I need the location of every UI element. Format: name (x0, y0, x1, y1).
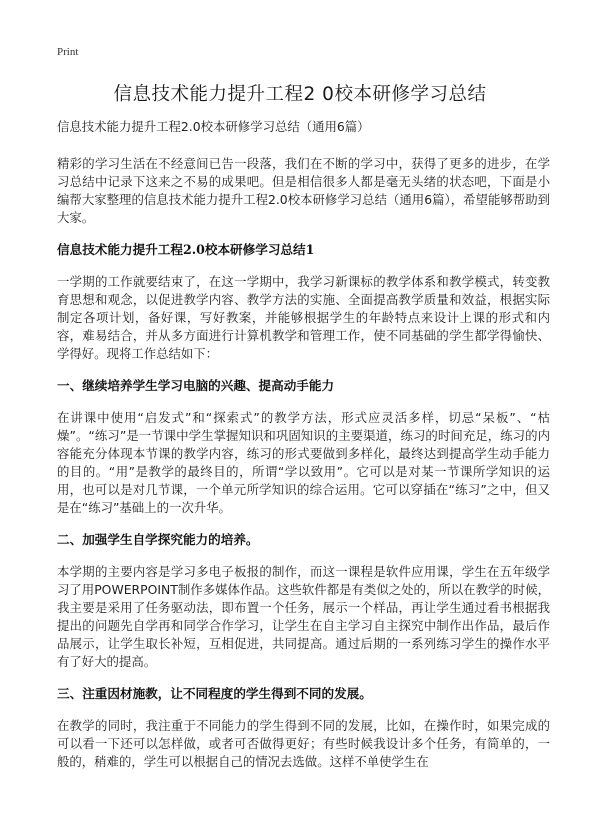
print-label: Print (57, 46, 79, 58)
document-subtitle: 信息技术能力提升工程2.0校本研修学习总结（通用6篇） (57, 119, 370, 134)
body-paragraph: 本学期的主要内容是学习多电子板报的制作，而这一课程是软件应用课，学生在五年级学习了用POWERPOINT制作多媒体作品。这些软件都是有类似之处的，所以在教学的时候，我主要是采用了任务驱动法，即布置一个任务，展示一个样品，再让学生通过看书根据我提出的问题先自学再和同学合作学习，让学生在自主学习自主探究中制作出作品，最后作品展示，让学生取长补短，互相促进，共同提高。通过后期的一系列练习学生的操作水平有了好大的提高。 (57, 564, 550, 669)
body-paragraph: 在教学的同时，我注重于不同能力的学生得到不同的发展，比如，在操作时，如果完成的可以看一下还可以怎样做，或者可否做得更好；有些时候我设计多个任务，有简单的，一般的，稍难的，学生可以根据自己的情况去选做。这样不单使学生在 (57, 718, 550, 769)
section-heading: 二、加强学生自学探究能力的培养。 (57, 532, 259, 547)
body-paragraph: 在讲课中使用“启发式”和“探索式”的教学方法，形式应灵活多样，切忌“呆板”、“枯燥”。“练习”是一节课中学生掌握知识和巩固知识的主要渠道，练习的时间充足，练习的内容能充分体现本节课的教学内容，练习的形式要做到多样化，最终达到提高学生动手能力的目的。“用”是教学的最终目的，所谓“学以致用”。它可以是对某一节课所学知识的运用，也可以是对几节课，一个单元所学知识的综合运用。它可以穿插在“练习”之中，但又是在“练习”基础上的一次升华。 (57, 410, 550, 515)
section-heading: 一、继续培养学生学习电脑的兴趣、提高动手能力 (57, 378, 335, 393)
document-body (57, 118, 550, 785)
body-paragraph: 一学期的工作就要结束了，在这一学期中，我学习新课标的教学体系和教学模式，转变教育思想和观念，以促进教学内容、教学方法的实施、全面提高教学质量和效益，根据实际制定各项计划，备好课，写好教案，并能够根据学生的年龄特点来设计上课的形式和内容，难易结合，并从多方面进行计算机教学和管理工作，使不同基础的学生都学得愉快、学得好。现将工作总结如下： (57, 274, 550, 361)
article-heading: 信息技术能力提升工程2.0校本研修学习总结1 (57, 242, 315, 257)
intro-paragraph: 精彩的学习生活在不经意间已告一段落，我们在不断的学习中，获得了更多的进步，在学习总结中记录下这来之不易的成果吧。但是相信很多人都是毫无头绪的状态吧，下面是小编帮大家整理的信息技术能力提升工程2.0校本研修学习总结（通用6篇），希望能够帮助到大家。 (57, 156, 550, 225)
document-title: 信息技术能力提升工程2 0校本研修学习总结 (113, 84, 487, 105)
section-heading: 三、注重因材施教，让不同程度的学生得到不同的发展。 (57, 686, 372, 701)
